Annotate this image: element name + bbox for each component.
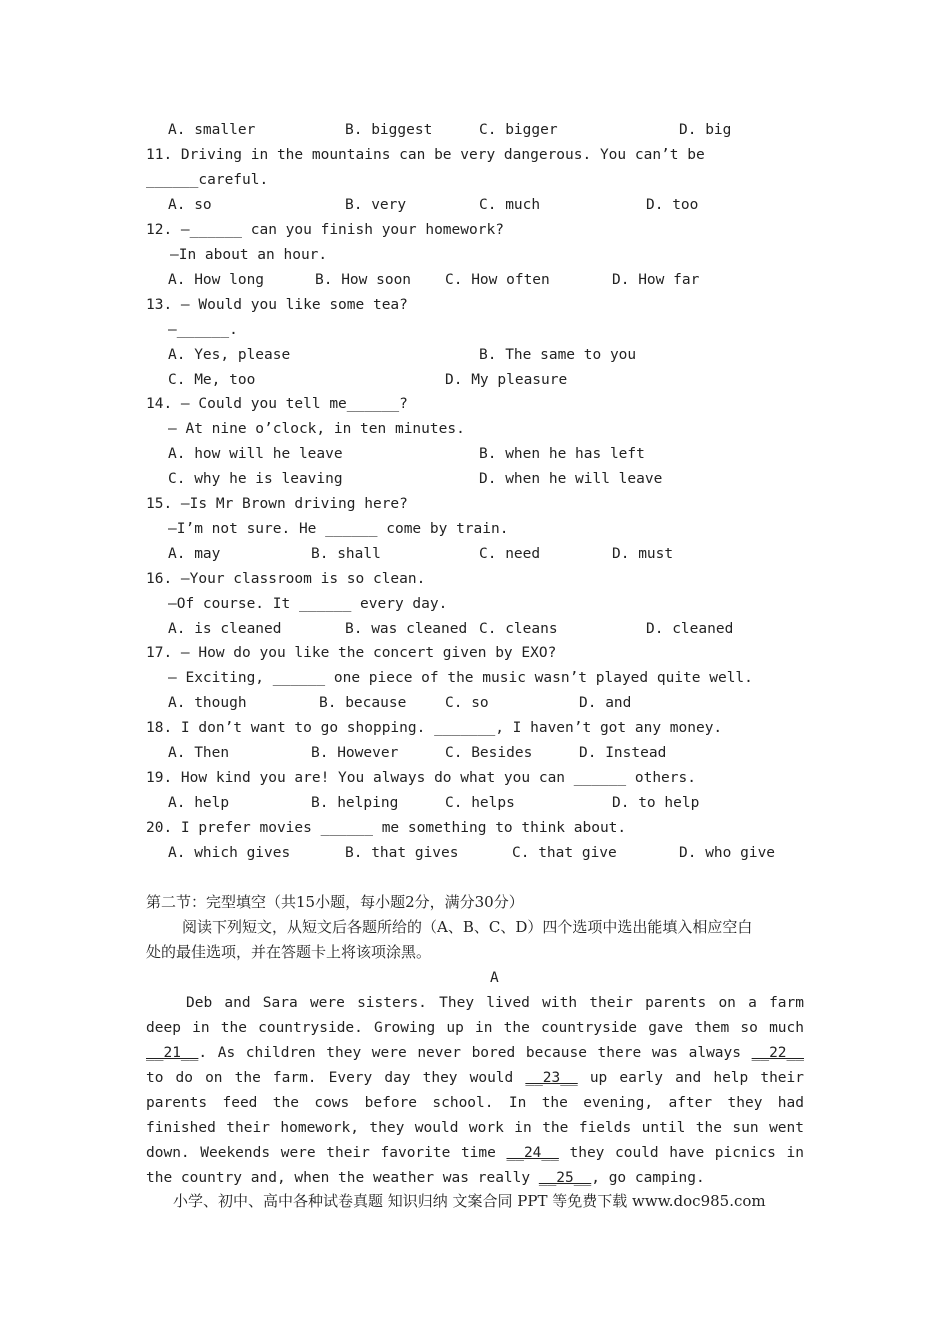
q15-option-a: A. may bbox=[168, 546, 221, 562]
q18-stem: 18. I don’t want to go shopping. _______, I haven’t got any money. bbox=[146, 720, 723, 736]
passage-text: Deb and Sara were sisters. They lived with their parents on a farm deep in the countryside. Growing up in the countryside gave them so much bbox=[146, 995, 804, 1036]
blank-24: __24__ bbox=[506, 1145, 559, 1161]
q13-stem-line2: —______. bbox=[168, 322, 238, 338]
q16-option-a: A. is cleaned bbox=[168, 621, 282, 637]
q10-option-c: C. bigger bbox=[479, 122, 558, 138]
q12-option-d: D. How far bbox=[612, 272, 700, 288]
q19-option-d: D. to help bbox=[612, 795, 700, 811]
q13-option-c: C. Me, too bbox=[168, 372, 256, 388]
q17-option-a: A. though bbox=[168, 695, 247, 711]
q18-option-d: D. Instead bbox=[579, 745, 667, 761]
blank-22: __22__ bbox=[751, 1045, 804, 1061]
passage-text: . As children they were never bored because there was always bbox=[198, 1045, 752, 1061]
q17-stem-line2: — Exciting, ______ one piece of the music wasn’t played quite well. bbox=[168, 670, 753, 686]
section2-instruction-line1: 阅读下列短文，从短文后各题所给的（A、B、C、D）四个选项中选出能填入相应空白 bbox=[182, 918, 753, 936]
q20-stem: 20. I prefer movies ______ me something to think about. bbox=[146, 820, 627, 836]
q11-option-a: A. so bbox=[168, 197, 212, 213]
q16-option-b: B. was cleaned bbox=[345, 621, 468, 637]
q14-option-a: A. how will he leave bbox=[168, 446, 343, 462]
q11-option-b: B. very bbox=[345, 197, 407, 213]
passage-text: , go camping. bbox=[591, 1170, 705, 1186]
footer-ad: 小学、初中、高中各种试卷真题 知识归纳 文案合同 PPT 等免费下载 www.doc985.com bbox=[173, 1192, 766, 1210]
q19-option-b: B. helping bbox=[311, 795, 399, 811]
q13-stem-line1: 13. — Would you like some tea? bbox=[146, 297, 408, 313]
section2-instruction-line2: 处的最佳选项，并在答题卡上将该项涂黑。 bbox=[146, 943, 432, 961]
q19-option-a: A. help bbox=[168, 795, 230, 811]
q18-option-b: B. However bbox=[311, 745, 399, 761]
q10-option-a: A. smaller bbox=[168, 122, 256, 138]
q14-stem-line1: 14. — Could you tell me______? bbox=[146, 396, 408, 412]
q18-option-c: C. Besides bbox=[445, 745, 533, 761]
q14-option-d: D. when he will leave bbox=[479, 471, 663, 487]
q19-stem: 19. How kind you are! You always do what you can ______ others. bbox=[146, 770, 696, 786]
q20-option-b: B. that gives bbox=[345, 845, 459, 861]
q14-stem-line2: — At nine o’clock, in ten minutes. bbox=[168, 421, 465, 437]
q12-option-c: C. How often bbox=[445, 272, 550, 288]
q13-option-b: B. The same to you bbox=[479, 347, 637, 363]
q14-option-c: C. why he is leaving bbox=[168, 471, 343, 487]
q16-option-c: C. cleans bbox=[479, 621, 558, 637]
passage-label: A bbox=[490, 970, 499, 986]
section2-heading: 第二节：完型填空（共15小题，每小题2分，满分30分） bbox=[146, 893, 524, 911]
passage-paragraph bbox=[146, 991, 804, 1191]
q20-option-d: D. who give bbox=[679, 845, 776, 861]
q15-option-b: B. shall bbox=[311, 546, 381, 562]
q20-option-c: C. that give bbox=[512, 845, 617, 861]
q19-option-c: C. helps bbox=[445, 795, 515, 811]
q20-option-a: A. which gives bbox=[168, 845, 291, 861]
q15-option-d: D. must bbox=[612, 546, 674, 562]
q12-option-a: A. How long bbox=[168, 272, 265, 288]
q17-option-b: B. because bbox=[319, 695, 407, 711]
q15-stem-line1: 15. —Is Mr Brown driving here? bbox=[146, 496, 408, 512]
q12-option-b: B. How soon bbox=[315, 272, 412, 288]
blank-25: __25__ bbox=[538, 1170, 592, 1186]
q12-stem-line2: —In about an hour. bbox=[170, 247, 328, 263]
q16-option-d: D. cleaned bbox=[646, 621, 734, 637]
q11-stem-line2: ______careful. bbox=[146, 172, 269, 188]
q15-stem-line2: —I’m not sure. He ______ come by train. bbox=[168, 521, 509, 537]
q13-option-d: D. My pleasure bbox=[445, 372, 568, 388]
passage-text: to do on the farm. Every day they would bbox=[146, 1070, 526, 1086]
q16-stem-line1: 16. —Your classroom is so clean. bbox=[146, 571, 426, 587]
q17-stem-line1: 17. — How do you like the concert given by EXO? bbox=[146, 645, 557, 661]
q17-option-c: C. so bbox=[445, 695, 489, 711]
q10-option-b: B. biggest bbox=[345, 122, 433, 138]
passage-text: they could have picnics in the country and, when the weather was really bbox=[146, 1145, 804, 1186]
q14-option-b: B. when he has left bbox=[479, 446, 645, 462]
q10-option-d: D. big bbox=[679, 122, 732, 138]
q17-option-d: D. and bbox=[579, 695, 632, 711]
q11-option-d: D. too bbox=[646, 197, 699, 213]
passage-text: up early and help their parents feed the cows before school. In the evening, after they had finished their homework, they would work in the fields until the sun went down. Weekends were their favorite time bbox=[146, 1070, 804, 1161]
q11-option-c: C. much bbox=[479, 197, 541, 213]
blank-21: __21__ bbox=[146, 1045, 199, 1061]
q13-option-a: A. Yes, please bbox=[168, 347, 291, 363]
q16-stem-line2: —Of course. It ______ every day. bbox=[168, 596, 448, 612]
q18-option-a: A. Then bbox=[168, 745, 230, 761]
q15-option-c: C. need bbox=[479, 546, 541, 562]
q11-stem-line1: 11. Driving in the mountains can be very dangerous. You can’t be bbox=[146, 147, 705, 163]
blank-23: __23__ bbox=[525, 1070, 578, 1086]
q12-stem-line1: 12. —______ can you finish your homework? bbox=[146, 222, 504, 238]
